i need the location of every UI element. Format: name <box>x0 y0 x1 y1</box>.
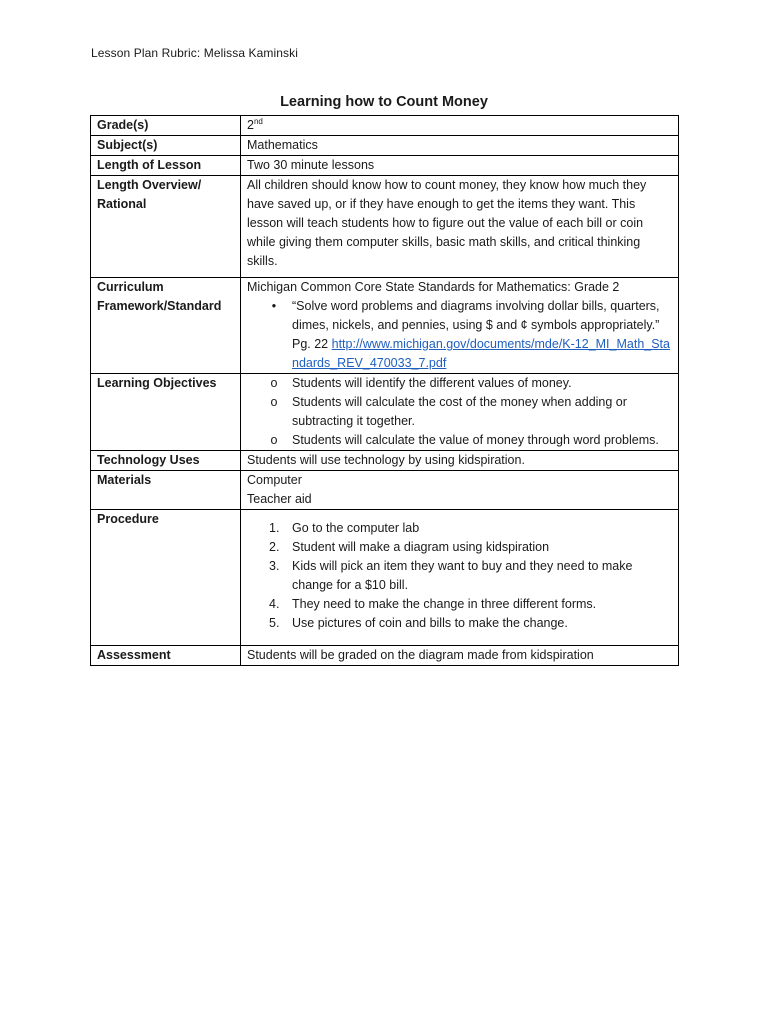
assessment-label: Assessment <box>91 646 241 666</box>
list-item: 1. Go to the computer lab <box>269 521 420 535</box>
table-row-technology <box>91 451 679 471</box>
materials-value <box>241 471 679 510</box>
length-label: Length of Lesson <box>91 156 241 176</box>
table-row-assessment <box>91 646 679 666</box>
table-row-subject <box>91 136 679 156</box>
bullet-icon: • <box>271 299 277 313</box>
curriculum-bullets <box>247 297 672 335</box>
technology-value: Students will use technology by using kidspiration. <box>241 451 679 471</box>
table-row-overview <box>91 176 679 278</box>
procedure-value <box>241 510 679 646</box>
objectives-list <box>247 374 672 450</box>
list-item: Teacher aid <box>247 492 312 506</box>
document-header: Lesson Plan Rubric: Melissa Kaminski <box>91 46 299 60</box>
overview-value: All children should know how to count money, they know how much they have saved up, or if they have enough to get the items they want. This lesson will teach students how to figure out the value of each bill or coin while giving them computer skills, basic math skills, and critical thinking skills. <box>241 176 679 278</box>
grade-label: Grade(s) <box>91 116 241 136</box>
page-title: Learning how to Count Money <box>280 94 488 110</box>
procedure-steps <box>247 519 672 633</box>
list-item: 5. Use pictures of coin and bills to make the change. <box>269 616 568 630</box>
table-row-materials <box>91 471 679 510</box>
curriculum-value <box>241 278 679 374</box>
grade-suffix: nd <box>253 116 263 126</box>
table-row-grade <box>91 116 679 136</box>
list-item: o Students will calculate the value of money through word problems. <box>247 431 672 450</box>
lesson-plan-table <box>90 115 679 666</box>
technology-label: Technology Uses <box>91 451 241 471</box>
list-item: o Students will identify the different values of money. <box>247 374 672 393</box>
subject-value: Mathematics <box>241 136 679 156</box>
objectives-value <box>241 374 679 451</box>
circle-bullet-icon: o <box>270 395 278 409</box>
table-row-objectives <box>91 374 679 451</box>
curriculum-intro: Michigan Common Core State Standards for Mathematics: Grade 2 <box>247 280 620 294</box>
curriculum-reference <box>247 335 672 373</box>
subject-label: Subject(s) <box>91 136 241 156</box>
circle-bullet-icon: o <box>270 433 278 447</box>
procedure-label: Procedure <box>91 510 241 646</box>
grade-value: 2nd <box>241 116 679 136</box>
list-item: 2. Student will make a diagram using kidspiration <box>269 540 550 554</box>
table-row-length <box>91 156 679 176</box>
list-item: • “Solve word problems and diagrams involving dollar bills, quarters, dimes, nickels, and pennies, using $ and ¢ symbols appropriately.” <box>247 297 672 335</box>
table-row-procedure <box>91 510 679 646</box>
length-value: Two 30 minute lessons <box>241 156 679 176</box>
objectives-label: Learning Objectives <box>91 374 241 451</box>
standards-link[interactable]: http://www.michigan.gov/documents/mde/K-12_MI_Math_Standards_REV_470033_7.pdf <box>292 337 670 370</box>
list-item: o Students will calculate the cost of the money when adding or subtracting it together. <box>247 393 672 431</box>
overview-label: Length Overview/ Rational <box>91 176 241 278</box>
list-item: 3. Kids will pick an item they want to buy and they need to make change for a $10 bill. <box>269 559 633 592</box>
curriculum-label: Curriculum Framework/Standard <box>91 278 241 374</box>
table-row-curriculum <box>91 278 679 374</box>
circle-bullet-icon: o <box>270 376 278 390</box>
assessment-value: Students will be graded on the diagram made from kidspiration <box>241 646 679 666</box>
page-reference: Pg. 22 <box>292 337 329 351</box>
list-item: Computer <box>247 473 302 487</box>
list-item: 4. They need to make the change in three different forms. <box>269 597 597 611</box>
materials-label: Materials <box>91 471 241 510</box>
